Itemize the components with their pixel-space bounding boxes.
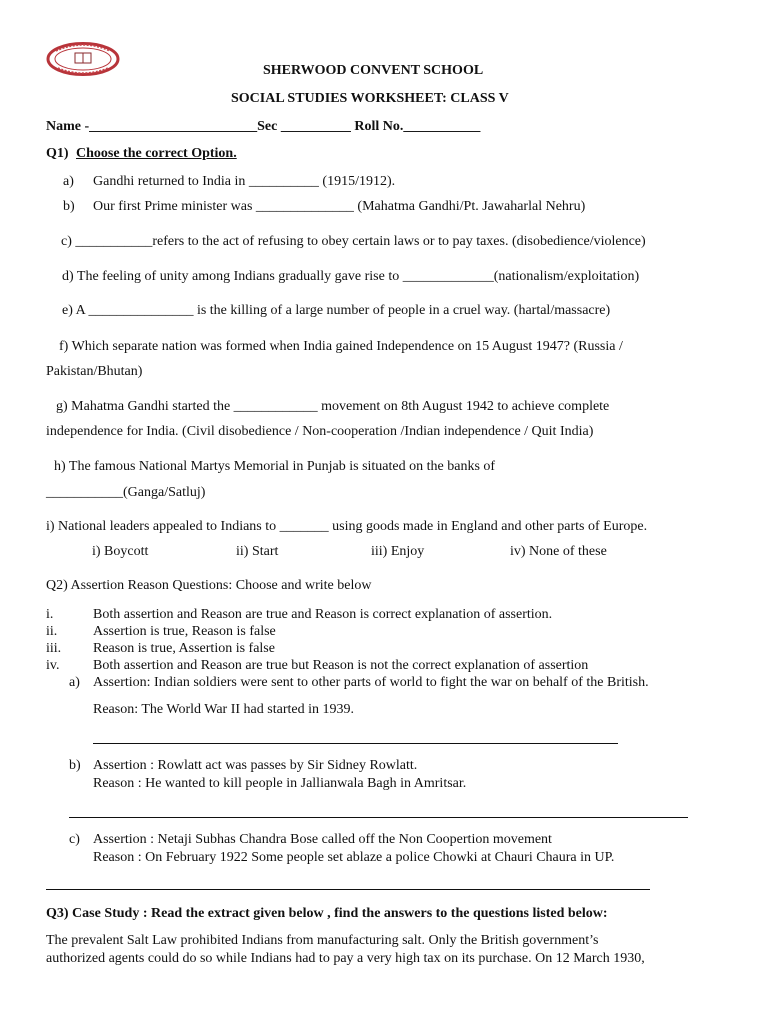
q1-e-text: e) A _______________ is the killing of a large number of people in a cruel way. (hartal/massacre) [62, 303, 611, 318]
q2-a-assertion: Assertion: Indian soldiers were sent to other parts of world to fight the war on behalf of the British. [93, 675, 649, 690]
q1-g-line1: g) Mahatma Gandhi started the ____________ movement on 8th August 1942 to achieve complete [56, 399, 610, 414]
q1-f-line2: Pakistan/Bhutan) [46, 364, 143, 379]
q2-choice-num: ii. [46, 624, 58, 639]
q1-i-option-3: iii) Enjoy [371, 544, 425, 559]
q1-h-line2: ___________(Ganga/Satluj) [46, 485, 206, 500]
school-logo [46, 42, 120, 76]
q1-d-text: d) The feeling of unity among Indians gradually gave rise to _____________(nationalism/exploitation) [62, 269, 640, 284]
q2-choice-text: Assertion is true, Reason is false [93, 624, 276, 639]
q2-b-marker: b) [69, 758, 81, 773]
q1-a-text: Gandhi returned to India in __________ (1915/1912). [93, 174, 396, 189]
q1-heading: Choose the correct Option. [76, 146, 237, 161]
q2-b-assertion: Assertion : Rowlatt act was passes by Sir Sidney Rowlatt. [93, 758, 418, 773]
q1-i-option-1: i) Boycott [92, 544, 149, 559]
q1-b-text: Our first Prime minister was ______________ (Mahatma Gandhi/Pt. Jawaharlal Nehru) [93, 199, 586, 214]
q2-a-reason: Reason: The World War II had started in 1939. [93, 702, 354, 717]
q1-i-option-4: iv) None of these [510, 544, 607, 559]
q1-c-text: c) ___________refers to the act of refusing to obey certain laws or to pay taxes. (disobedience/violence) [61, 234, 646, 249]
q1-number: Q1) [46, 146, 69, 161]
worksheet-title: SOCIAL STUDIES WORKSHEET: CLASS V [231, 91, 509, 106]
q1-f-line1: f) Which separate nation was formed when India gained Independence on 15 August 1947? (Russia / [59, 339, 623, 354]
school-name: SHERWOOD CONVENT SCHOOL [263, 63, 484, 78]
q2-choice-text: Both assertion and Reason are true and Reason is correct explanation of assertion. [93, 607, 553, 622]
q1-g-line2: independence for India. (Civil disobedience / Non-cooperation /Indian independence / Quit India) [46, 424, 594, 439]
q2-choice-num: iv. [46, 658, 60, 673]
q2-choice-text: Reason is true, Assertion is false [93, 641, 275, 656]
q1-h-line1: h) The famous National Martys Memorial in Punjab is situated on the banks of [54, 459, 496, 474]
q2-a-marker: a) [69, 675, 80, 690]
q1-a-marker: a) [63, 174, 74, 189]
q1-i-text: i) National leaders appealed to Indians to _______ using goods made in England and other parts of Europe. [46, 519, 648, 534]
q2-a-answer-line[interactable] [93, 743, 618, 744]
q2-choice-text: Both assertion and Reason are true but Reason is not the correct explanation of assertion [93, 658, 589, 673]
q1-i-option-2: ii) Start [236, 544, 279, 559]
q2-c-assertion: Assertion : Netaji Subhas Chandra Bose called off the Non Coopertion movement [93, 832, 552, 847]
q3-passage-line1: The prevalent Salt Law prohibited Indians from manufacturing salt. Only the British government’s [46, 933, 599, 948]
q2-c-reason: Reason : On February 1922 Some people set ablaze a police Chowki at Chauri Chaura in UP. [93, 850, 615, 865]
q2-b-reason: Reason : He wanted to kill people in Jallianwala Bagh in Amritsar. [93, 776, 467, 791]
q1-b-marker: b) [63, 199, 75, 214]
q2-c-answer-line[interactable] [46, 889, 650, 890]
q3-heading: Q3) Case Study : Read the extract given below , find the answers to the questions listed below: [46, 906, 608, 921]
q2-choice-num: iii. [46, 641, 62, 656]
q2-heading: Q2) Assertion Reason Questions: Choose and write below [46, 578, 372, 593]
q2-choice-num: i. [46, 607, 54, 622]
q3-passage-line2: authorized agents could do so while Indians had to pay a very high tax on its purchase. On 12 March 1930, [46, 951, 645, 966]
name-sec-roll-line: Name -________________________Sec __________ Roll No.___________ [46, 119, 481, 134]
q2-b-answer-line[interactable] [69, 817, 688, 818]
q2-c-marker: c) [69, 832, 80, 847]
